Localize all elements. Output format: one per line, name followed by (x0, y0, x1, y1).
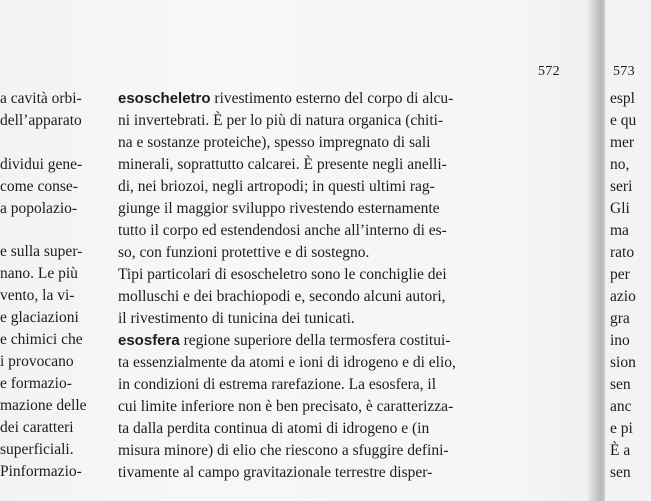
entry-esoscheletro-line: ni invertebrati. È per lo più di natura organica (chiti- (118, 112, 444, 129)
right-fragment-line: seri (610, 178, 633, 195)
right-fragment-line: e pi (610, 420, 633, 437)
right-fragment-line: sen (610, 464, 631, 481)
page-number-left: 572 (538, 64, 560, 79)
right-fragment-line: anc (610, 398, 632, 415)
entry-esosfera-line: misura minore) di elio che riescono a sfuggire defini- (118, 442, 449, 459)
left-fragment-line: a popolazio- (0, 200, 78, 217)
entry-esoscheletro-line: minerali, soprattutto calcarei. È presente negli anelli- (118, 156, 447, 173)
right-fragment-line: espl (610, 90, 635, 107)
right-fragment-line: azio (610, 288, 636, 305)
right-fragment-line: sen (610, 376, 631, 393)
left-fragment-line: dei caratteri (0, 419, 74, 436)
left-fragment-line: a cavità orbi- (0, 90, 82, 107)
entry-esoscheletro-line: di, nei briozoi, negli artropodi; in questi ultimi rag- (118, 178, 435, 195)
right-fragment-line: mer (610, 134, 635, 151)
entry-esosfera-line: esosfera regione superiore della termosfera costitui- (118, 332, 451, 349)
entry-esoscheletro-line: molluschi e dei brachiopodi e, secondo alcuni autori, (118, 288, 446, 305)
entry-esoscheletro-line: esoscheletro rivestimento esterno del corpo di alcu- (118, 90, 454, 107)
left-fragment-line: come conse- (0, 178, 78, 195)
left-fragment-line: i provocano (0, 353, 74, 370)
left-fragment-line: Pinformazio- (0, 463, 82, 480)
entry-esosfera-line: tivamente al campo gravitazionale terrestre disper- (118, 464, 433, 481)
right-fragment-line: gra (610, 310, 630, 327)
left-fragment-line: e glaciazioni (0, 309, 79, 326)
right-fragment-line: Gli (610, 200, 630, 217)
left-fragment-line: vento, la vi- (0, 287, 75, 304)
entry-esosfera-line: cui limite inferiore non è ben precisato, è caratterizza- (118, 398, 454, 415)
right-fragment-line: ino (610, 332, 630, 349)
headword-esosfera: esosfera (118, 332, 180, 349)
entry-esosfera-line: in condizioni di estrema rarefazione. La esosfera, il (118, 376, 437, 393)
left-fragment-line: e chimici che (0, 331, 83, 348)
entry-esoscheletro-line: giunge il maggior sviluppo rivestendo esternamente (118, 200, 440, 217)
entry-esoscheletro-line: il rivestimento di tunicina dei tunicati. (118, 310, 355, 327)
left-fragment-line: dell’apparato (0, 112, 82, 129)
entry-esoscheletro-line: so, con funzioni protettive e di sostegno. (118, 244, 370, 261)
page-number-right: 573 (613, 64, 635, 79)
entry-esoscheletro-line: tutto il corpo ed estendendosi anche all’interno di es- (118, 222, 447, 239)
right-fragment-line: rato (610, 244, 635, 261)
right-fragment-line: ma (610, 222, 629, 239)
entry-esosfera-line: ta essenzialmente da atomi e ioni di idrogeno e di elio, (118, 354, 456, 371)
left-fragment-line: dividui gene- (0, 156, 83, 173)
left-fragment-line: nano. Le più (0, 265, 78, 282)
left-fragment-line: e formazio- (0, 375, 72, 392)
left-fragment-line: e sulla super- (0, 243, 83, 260)
right-fragment-line: per (610, 266, 630, 283)
headword-esoscheletro: esoscheletro (118, 90, 211, 107)
left-fragment-line: mazione delle (0, 397, 87, 414)
right-fragment-line: no, (610, 156, 630, 173)
right-fragment-line: sion (610, 354, 636, 371)
right-fragment-line: e qu (610, 112, 637, 129)
right-fragment-line: È a (610, 442, 631, 459)
entry-esosfera-line: ta dalla perdita continua di atomi di idrogeno e (in (118, 420, 430, 437)
entry-esoscheletro-line: na e sostanze proteiche), spesso impregnato di sali (118, 134, 431, 151)
entry-esoscheletro-line: Tipi particolari di esoscheletro sono le conchiglie dei (118, 266, 447, 283)
left-fragment-line: superficiali. (0, 441, 74, 458)
